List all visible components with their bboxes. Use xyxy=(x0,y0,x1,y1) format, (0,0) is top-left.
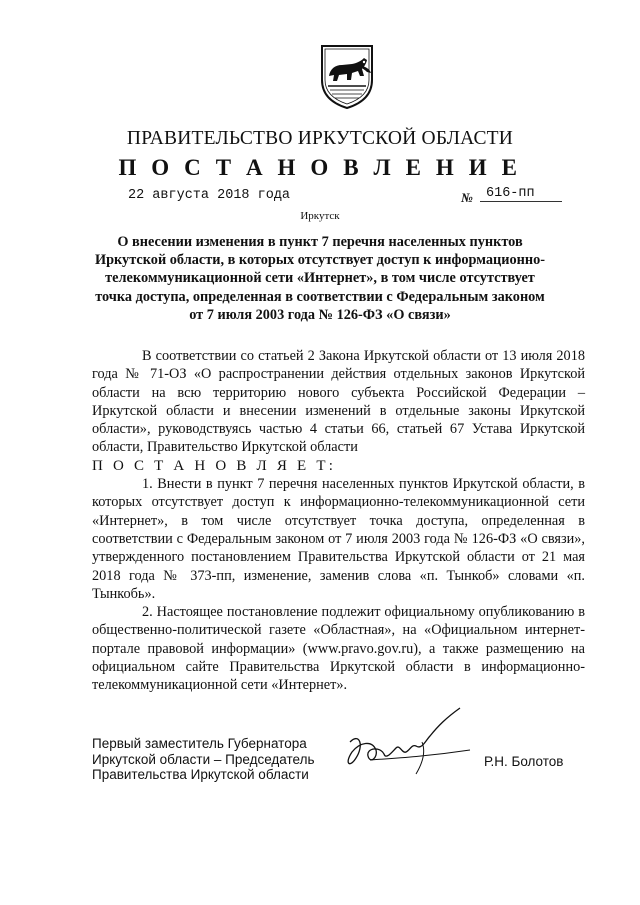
document-number: 616-пп xyxy=(480,186,562,202)
document-title xyxy=(78,233,562,324)
title-line: О внесении изменения в пункт 7 перечня населенных пунктов xyxy=(117,234,523,250)
document-body xyxy=(92,347,585,695)
title-line: Иркутской области, в которых отсутствует доступ к информационно- xyxy=(94,252,546,269)
irkutsk-coat-of-arms-icon xyxy=(318,42,376,110)
number-label: № xyxy=(461,190,473,205)
position-line: Иркутской области – Председатель xyxy=(92,751,315,767)
position-line: Правительства Иркутской области xyxy=(92,767,309,782)
signer-name: Р.Н. Болотов xyxy=(484,754,564,769)
decree-word: П О С Т А Н О В Л Я Е Т: xyxy=(92,457,337,474)
preamble: В соответствии со статьей 2 Закона Иркутской области от 13 июля 2018 года № 71-ОЗ «О распространении действия отдельных законов Иркутской области на всю территорию нового субъекта Российской Федерации – Иркутской области и внесении изменений в отдельные законы Иркутской области», руководствуясь частью 4 статьи 66, статьей 67 Устава Иркутской области, Правительство Иркутской области xyxy=(92,348,585,456)
title-line: от 7 июля 2003 года № 126-ФЗ «О связи» xyxy=(189,306,451,323)
title-line: телекоммуникационной сети «Интернет», в том числе отсутствует xyxy=(105,270,535,287)
title-line: точка доступа, определенная в соответствии с Федеральным законом xyxy=(95,288,545,305)
position-line: Первый заместитель Губернатора xyxy=(92,736,307,751)
document-type: П О С Т А Н О В Л Е Н И Е xyxy=(118,155,522,180)
point-2: 2. Настоящее постановление подлежит официальному опубликованию в общественно-политической газете «Областная», на «Официальном интернет-портале правовой информации» (www.pravo.gov.ru), а также размещению на официальном сайте Правительства Иркутской области в информационно-телекоммуникационной сети «Интернет». xyxy=(92,604,585,694)
government-name: ПРАВИТЕЛЬСТВО ИРКУТСКОЙ ОБЛАСТИ xyxy=(126,128,514,149)
signer-position xyxy=(92,736,315,783)
handwritten-signature-icon xyxy=(330,702,480,786)
document-date: 22 августа 2018 года xyxy=(128,188,291,203)
point-1: 1. Внести в пункт 7 перечня населенных пунктов Иркутской области, в которых отсутствует доступ к информационно-телекоммуникационной сети «Интернет», в том числе отсутствует точка доступа, определенная в соответствии с Федеральным законом от 7 июля 2003 года № 126-ФЗ «О связи», утвержденного постановлением Правительства Иркутской области от 21 мая 2018 года № 373-пп, изменение, заменив слова «п. Тынкоб» словами «п. Тынкобь». xyxy=(92,476,585,602)
document-city: Иркутск xyxy=(300,210,340,222)
